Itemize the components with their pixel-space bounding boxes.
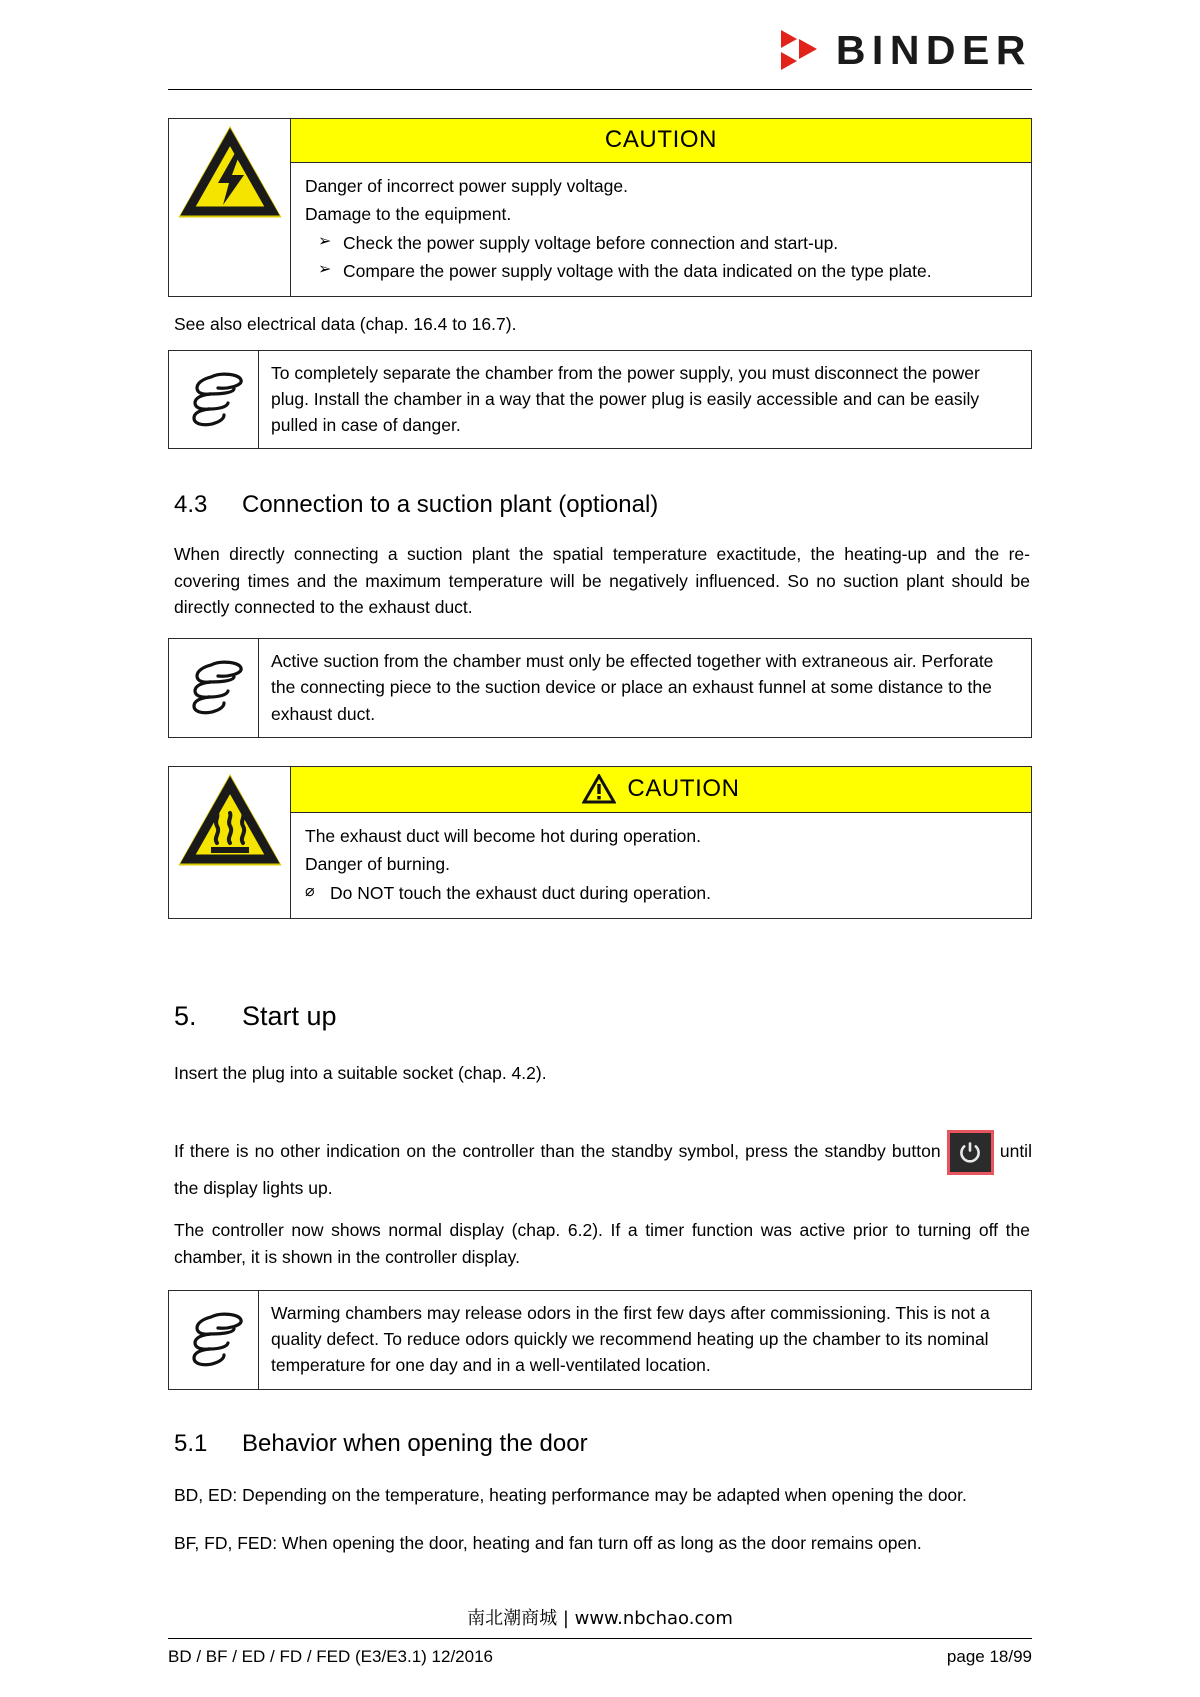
section-4-3-paragraph: When directly connecting a suction plant the spatial temperature exactitude, the heating-up and the re-covering times and the maximum temperature will be negatively influenced. So no suction plant should be directly connected to the exhaust duct.	[174, 544, 1030, 617]
note-text: Active suction from the chamber must only be effected together with extraneous air. Perforate the connecting piece to the suction device or place an exhaust funnel at some distance to the exhaust duct.	[271, 651, 994, 724]
section-title-text: Behavior when opening the door	[242, 1429, 588, 1457]
section-number: 4.3	[174, 491, 208, 519]
caution-line: The exhaust duct will become hot during operation.	[305, 825, 701, 846]
chapter-title-text: Start up	[242, 1000, 337, 1031]
chapter-heading-5	[174, 1001, 1032, 1032]
caution-label: CAUTION	[604, 126, 718, 153]
section-number: 5.1	[174, 1429, 208, 1457]
brand-name: BINDER	[835, 26, 1032, 73]
chapter-5-paragraph-3: The controller now shows normal display (chap. 6.2). If a timer function was active prior to turning off the chamber, it is shown in the controller display.	[174, 1220, 1030, 1267]
footer-row	[168, 1647, 1032, 1667]
warning-triangle-icon	[582, 774, 616, 804]
note-box-odors	[168, 1290, 1032, 1390]
caution-line: Damage to the equipment.	[305, 204, 512, 225]
standby-power-button-icon[interactable]	[947, 1130, 994, 1175]
electrical-hazard-triangle-icon	[169, 119, 291, 296]
caution-band	[291, 119, 1031, 163]
page-header	[0, 0, 1200, 96]
caution-line: Danger of burning.	[305, 854, 450, 875]
arrow-bullet-icon: ➢	[318, 232, 332, 250]
caution-box-hot-surface	[168, 766, 1032, 919]
prohibition-bullet-icon: ⌀	[305, 882, 315, 900]
footer-document-code: BD / BF / ED / FD / FED (E3/E3.1) 12/2016	[168, 1647, 494, 1666]
note-text: To completely separate the chamber from the power supply, you must disconnect the power plug. Install the chamber in a way that the power plug is easily accessible and can be easily pulled in case of danger.	[271, 362, 980, 436]
caution-bullet	[305, 257, 1017, 285]
pointing-hand-icon	[169, 639, 259, 737]
caution-band	[291, 767, 1031, 813]
note-box-suction	[168, 638, 1032, 738]
caution-label: CAUTION	[627, 774, 740, 802]
pointing-hand-icon	[169, 1291, 259, 1389]
section-heading-4-3	[174, 491, 1032, 519]
section-title-text: Connection to a suction plant (optional)	[242, 491, 659, 519]
caution-bullet-text: Check the power supply voltage before connection and start-up.	[343, 232, 839, 253]
arrow-bullet-icon: ➢	[318, 261, 332, 279]
see-also-text: See also electrical data (chap. 16.4 to 16.7).	[174, 314, 517, 335]
standby-instruction-after: until the display lights up.	[174, 1141, 1032, 1199]
note-text: Warming chambers may release odors in the first few days after commissioning. This is not a quality defect. To reduce odors quickly we recommend heating up the chamber to its nominal temperature for one day and in a well-ventilated location.	[271, 1302, 990, 1376]
pointing-hand-icon	[169, 351, 259, 449]
caution-bullet-text: Compare the power supply voltage with the data indicated on the type plate.	[343, 261, 932, 282]
caution-bullet	[305, 879, 1017, 907]
chapter-5-paragraph-1: Insert the plug into a suitable socket (chap. 4.2).	[174, 1062, 547, 1083]
caution-bullet	[305, 229, 1017, 257]
footer-divider	[168, 1638, 1032, 1639]
caution-box-electrical	[168, 118, 1032, 297]
footer-page-number: page 18/99	[946, 1647, 1032, 1666]
hot-surface-triangle-icon	[169, 767, 291, 918]
section-5-1-paragraph-2: BF, FD, FED: When opening the door, heating and fan turn off as long as the door remains open.	[174, 1532, 922, 1553]
caution-bullet-text: Do NOT touch the exhaust duct during operation.	[330, 882, 712, 903]
footer-watermark: 南北潮商城 | www.nbchao.com	[467, 1608, 733, 1629]
header-divider	[168, 89, 1032, 90]
binder-triangles-logo-icon	[779, 28, 823, 72]
section-5-1-paragraph-1: BD, ED: Depending on the temperature, heating performance may be adapted when opening the door.	[174, 1484, 967, 1505]
note-box-power-plug	[168, 350, 1032, 450]
chapter-5-paragraph-2	[174, 1130, 1032, 1201]
standby-instruction-before: If there is no other indication on the controller than the standby symbol, press the standby button	[174, 1141, 941, 1162]
chapter-number: 5.	[174, 1000, 197, 1031]
section-heading-5-1	[174, 1430, 1032, 1458]
page-content	[168, 118, 1032, 1556]
caution-line: Danger of incorrect power supply voltage.	[305, 176, 628, 196]
binder-logo	[779, 28, 1032, 72]
